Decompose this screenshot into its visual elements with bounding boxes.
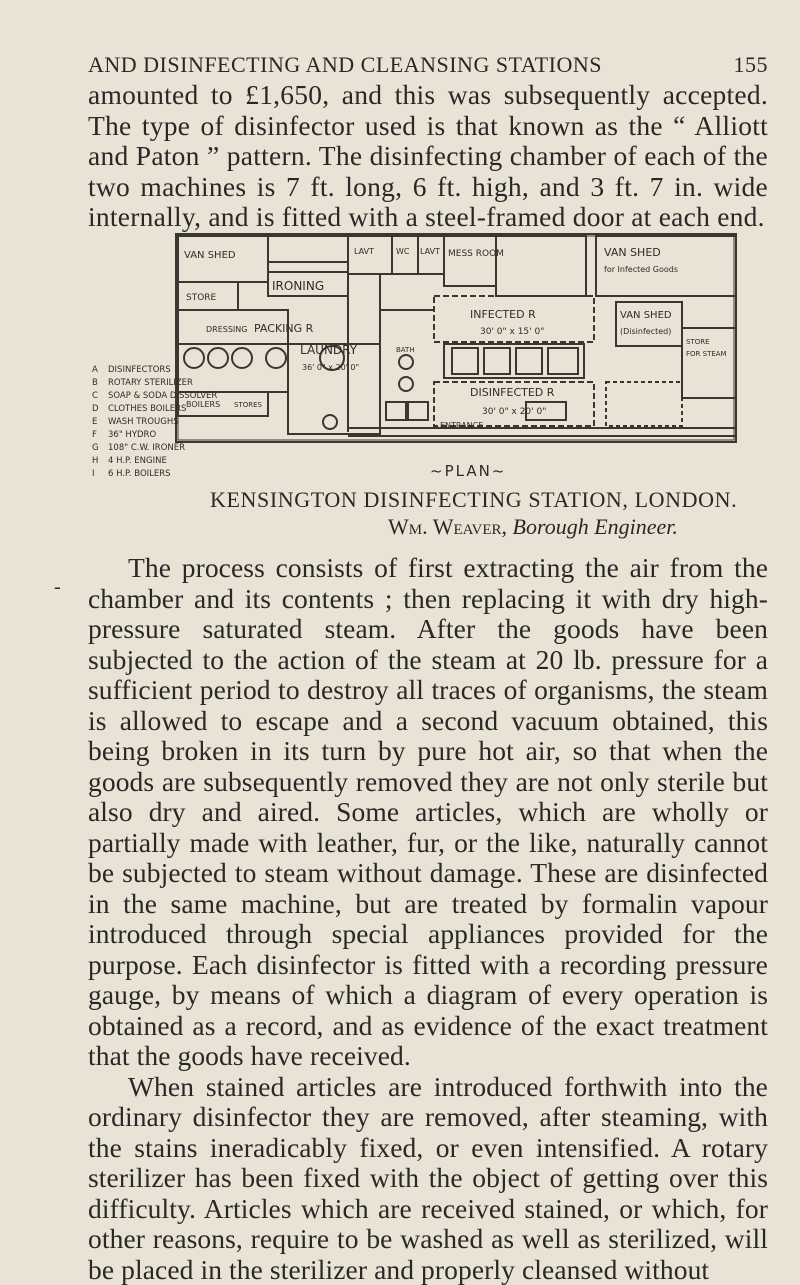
room-packing: PACKING R: [254, 322, 314, 335]
running-header: [88, 52, 768, 78]
legend-label-a: DISINFECTORS: [108, 365, 171, 375]
margin-mark: -: [54, 576, 61, 599]
legend: [92, 365, 217, 479]
legend-key-c: C: [92, 391, 98, 401]
room-van-shed-disinfected: VAN SHED: [620, 310, 672, 321]
room-lavatory-1: LAVT: [354, 247, 374, 256]
legend-label-e: WASH TROUGHS: [108, 417, 179, 427]
legend-key-a: A: [92, 365, 98, 375]
room-dressing: DRESSING: [206, 325, 247, 334]
legend-key-g: G: [92, 443, 99, 453]
room-bath: BATH: [396, 346, 415, 354]
legend-key-b: B: [92, 378, 98, 388]
room-van-shed-disinfected-note: (Disinfected): [620, 327, 671, 336]
legend-label-g: 108" C.W. IRONER: [108, 443, 185, 453]
legend-key-h: H: [92, 456, 98, 466]
floor-plan: [86, 232, 780, 486]
legend-label-h: 4 H.P. ENGINE: [108, 456, 167, 466]
figure-caption: KENSINGTON DISINFECTING STATION, LONDON.: [210, 487, 770, 513]
room-lavatory-2: LAVT: [420, 247, 440, 256]
room-wc: WC: [396, 247, 410, 256]
paragraph-stained: When stained articles are introduced forthwith into the ordinary disinfector they are removed, after steaming, with the stains ineradicably fixed, or even intensified. A rotary sterilizer has been fixed with the object of getting over this difficulty. Articles which are received stained, or which, for other reasons, require to be washed as well as sterilized, will be placed in the sterilizer and properly cleansed without: [88, 1072, 768, 1285]
legend-label-c: SOAP & SODA DISSOLVER: [108, 391, 217, 401]
room-boiler-right: FOR STEAM: [686, 350, 727, 358]
credit-role: Borough Engineer.: [513, 514, 678, 539]
room-disinfected-dims: 30' 0" x 20' 0": [482, 407, 546, 417]
plan-title: ~PLAN~: [430, 462, 506, 480]
room-store-right: STORE: [686, 338, 710, 346]
main-text: [88, 553, 768, 1285]
intro-paragraph: [88, 80, 768, 233]
room-infected-dims: 30' 0" x 15' 0": [480, 327, 544, 337]
room-store: STORE: [186, 293, 217, 303]
room-van-shed-left: VAN SHED: [184, 250, 236, 261]
legend-label-d: CLOTHES BOILERS: [108, 404, 186, 414]
room-mess: MESS ROOM: [448, 249, 504, 259]
credit-name: Wm. Weaver,: [388, 514, 507, 539]
room-stores-small: STORES: [234, 401, 263, 409]
paragraph-process: The process consists of first extracting the air from the chamber and its contents ; then replacing it with dry high-pressure saturated steam. After the goods have been subjected to the action of the steam at 20 lb. pressure for a sufficient period to destroy all traces of organisms, the steam is allowed to escape and a second vacuum obtained, this being broken in its turn by pure hot air, so that when the goods are subsequently removed they are not only sterile but also dry and aired. Some articles, which are wholly or partially made with leather, fur, or the like, naturally cannot be subjected to steam without damage. These are disinfected in the same machine, but are treated by formalin vapour introduced through special appliances provided for the purpose. Each disinfector is fitted with a recording pressure gauge, by means of which a diagram of every operation is obtained as a record, and as evidence of the exact treatment that the goods have received.: [88, 553, 768, 1072]
legend-key-e: E: [92, 417, 97, 427]
room-infected: INFECTED R: [470, 308, 536, 321]
legend-label-f: 36" HYDRO: [108, 430, 156, 440]
room-boilers: BOILERS: [186, 400, 220, 409]
room-van-shed-infected: VAN SHED: [604, 246, 661, 259]
legend-key-f: F: [92, 430, 97, 440]
legend-label-i: 6 H.P. BOILERS: [108, 469, 171, 479]
legend-label-b: ROTARY STERILIZER: [108, 378, 193, 388]
header-title: AND DISINFECTING AND CLEANSING STATIONS: [88, 52, 602, 77]
room-laundry: LAUNDRY: [300, 343, 358, 357]
room-ironing: IRONING: [272, 279, 324, 293]
intro-text: amounted to £1,650, and this was subsequently accepted. The type of disinfector used is that known as the “ Alliott and Paton ” pattern. The disinfecting chamber of each of the two machines is 7 ft. long, 6 ft. high, and 3 ft. 7 in. wide internally, and is fitted with a steel-framed door at each end.: [88, 80, 768, 233]
room-laundry-dims: 36' 0" x 20' 0": [302, 363, 359, 372]
page-number: 155: [734, 52, 769, 78]
room-entrance: ENTRANCE: [440, 421, 483, 430]
room-van-shed-infected-note: for Infected Goods: [604, 265, 678, 274]
legend-key-i: I: [92, 469, 95, 479]
figure-credit: [388, 514, 768, 540]
legend-key-d: D: [92, 404, 99, 414]
room-disinfected: DISINFECTED R: [470, 386, 555, 399]
